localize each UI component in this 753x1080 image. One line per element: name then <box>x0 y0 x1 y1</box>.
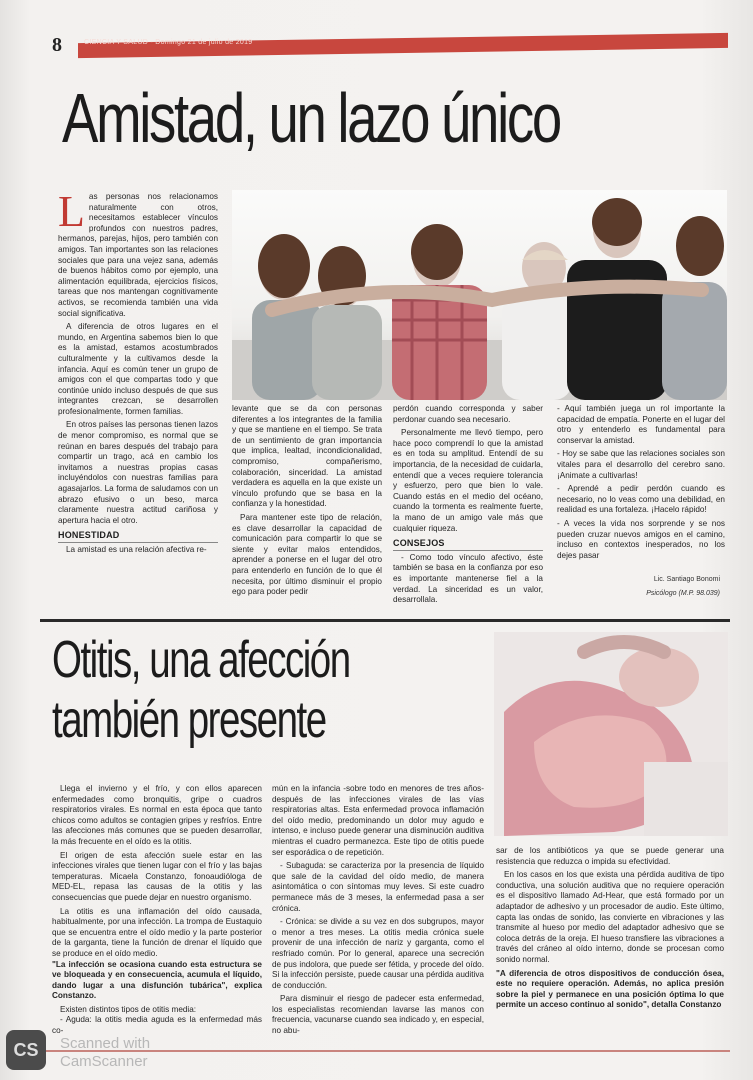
paragraph: sar de los antibióticos ya que se puede generar una resistencia que reduzca o impida su efectividad. <box>496 846 724 866</box>
article-title-amistad: Amistad, un lazo único <box>62 79 560 157</box>
amistad-column-2 <box>232 404 382 598</box>
paragraph: La otitis es una inflamación del oído causada, habitualmente, por una infección. La trompa de Eustaquio que se encuentra entre el oído medio y la parte posterior de la garganta, tiene la función de drenar el líquido que se produce en el oído medio. <box>52 906 262 958</box>
paragraph: - Aguda: la otitis media aguda es la enfermedad más co- <box>52 1015 262 1036</box>
article-title-otitis <box>52 630 350 750</box>
drop-cap: L <box>58 187 85 236</box>
paragraph: - Aprendé a pedir perdón cuando es necesario, no lo veas como una debilidad, en realidad es una fortaleza. ¡Hacelo rápido! <box>557 484 725 515</box>
otitis-column-2 <box>272 784 484 1037</box>
article-divider <box>40 619 730 622</box>
amistad-column-3 <box>393 404 543 606</box>
watermark-line-1: Scanned with <box>60 1035 151 1052</box>
author-role: Psicólogo (M.P. 98.039) <box>646 590 720 597</box>
paragraph: En otros países las personas tienen lazos de menor compromiso, es normal que se reúnan en bares después del trabajo para compartir un trago, acá en cambio los invitamos a nuestras propias casas incluyéndolos con nuestras familias para agasajarlos. La forma de saludamos con un abrazo efusivo o un beso, marca claramente nuestra actitud cariñosa y apertura hacia el otro. <box>58 420 218 525</box>
paragraph: - Subaguda: se caracteriza por la presencia de líquido que sale de la cavidad del oído medio, de manera asintomática o con síntomas muy leves. Si este cuadro permanece más de 3 meses, la enfermedad pasa a ser crónica. <box>272 861 484 913</box>
paragraph: - Crónica: se divide a su vez en dos subgrupos, mayor o menor a tres meses. La otitis media crónica suele provenir de una infección de nariz y garganta, como el resfriado común. Por lo general, aparece una secreción de pus indolora, que puede ser fétida, y procede del oído. Si la infección persiste, puede causar una pérdida auditiva de conducción. <box>272 917 484 990</box>
amistad-column-4 <box>557 404 725 561</box>
paragraph: - Hoy se sabe que las relaciones sociales son vitales para el desarrollo del cerebro sano. ¡Animate a cultivarlas! <box>557 449 725 480</box>
subheading-consejos: CONSEJOS <box>393 538 543 551</box>
subheading-honestidad: HONESTIDAD <box>58 530 218 543</box>
page-number: 8 <box>52 34 62 56</box>
title-line-1: Otitis, una afección <box>52 631 350 689</box>
watermark-line-2: CamScanner <box>60 1053 148 1070</box>
paragraph: as personas nos relacionamos naturalmente con otros, necesitamos establecer vínculos profundos con nuestros padres, hermanos, parejas, hijos, pero también con amigos. Tan importantes son las relaciones sociales que para una vejez sana, además de buenos hábitos como por ejemplo, una alimentación equilibrada, ejercicios físicos, tareas que nos mantengan cognitivamente activos, se recomienda también una vida social significativa. <box>58 192 218 318</box>
paragraph: - Aquí también juega un rol importante la capacidad de empatía. Ponerte en el lugar del otro y entenderlo es fundamental para conservar la amistad. <box>557 404 725 445</box>
paragraph: El origen de esta afección suele estar en las infecciones virales que tienen lugar con el frío y las bajas temperaturas. Micaela Constanzo, fonoaudióloga de MED-EL, repasa las causas de la otitis y las consecuencias que puede dejar en nuestro organismo. <box>52 850 262 902</box>
paragraph: En los casos en los que exista una pérdida auditiva de tipo conductiva, una solución auditiva que no requiere operación es el dispositivo llamado Ad-Hear, que está formado por un adaptador de adhesivo y un procesador de audio. Este último, capta las ondas de sonido, las convierte en vibraciones y las transmite al hueso por medio del adaptador adhesivo que se coloca detrás de la oreja. El hueso transfiere las vibraciones a través del cráneo al oído interno, donde se procesan como sonido normal. <box>496 870 724 964</box>
paragraph: A diferencia de otros lugares en el mundo, en Argentina sabemos bien lo que es la amistad, estamos acostumbrados culturalmente y la cultivamos desde la infancia. Aquí es común tener un grupo de amigos con el que compartas todo y que continúe unido incluso después de que sus integrantes crezcan, se desarrollen profesionalmente, formen familias. <box>58 322 218 416</box>
paragraph: - A veces la vida nos sorprende y se nos pueden cruzar nuevos amigos en el camino, incluso en contextos inesperados, no los dejes pasar <box>557 518 725 560</box>
quote: "A diferencia de otros dispositivos de conducción ósea, este no requiere operación. Además, no aplica presión sobre la piel y permanece en una posición óptima lo que permite un acceso continuo al sonido", detalla Constanzo <box>496 968 724 1010</box>
amistad-column-1 <box>58 187 218 556</box>
title-line-2: también presente <box>52 691 326 749</box>
paragraph: Llega el invierno y el frío, y con ellos aparecen enfermedades como bronquitis, gripe o cuadros respiratorios virales. Es normal en esta época que tanto chicos como adultos se contagien gripes y resfríos. Entre las afecciones más comunes que se pueden desarrollar, la más frecuente en el oído es la otitis. <box>52 784 262 846</box>
paragraph: levante que se da con personas diferentes a los integrantes de la familia y que se mantiene en el tiempo. Se trata de un sentimiento de gran importancia que implica, lealtad, incondicionalidad, compromiso, compañerismo, colaboración, sinceridad. La amistad verdadera es aquella en la que existe un vínculo profundo que se basa en la confianza y la honestidad. <box>232 404 382 509</box>
scanner-watermark <box>60 1035 150 1071</box>
paragraph: Para disminuir el riesgo de padecer esta enfermedad, los especialistas recomiendan lavarse las manos con frecuencia, vacunarse cuando sea indicado y, en especial, no abu- <box>272 994 484 1036</box>
paragraph: perdón cuando corresponda y saber perdonar cuando sea necesario. <box>393 404 543 424</box>
section-label: CIENCIA Y SALUD - Domingo 21 de julio de 2019 <box>84 39 253 46</box>
author-signature: Lic. Santiago Bonomi <box>653 576 720 583</box>
camscanner-logo-icon: CS <box>6 1030 46 1070</box>
friends-photo <box>232 190 727 400</box>
baby-hand-photo <box>494 632 728 836</box>
paragraph: mún en la infancia -sobre todo en menores de tres años- después de las infecciones virales de las vías respiratorias altas. Esta enfermedad provoca inflamación del oído medio, predominando un dolor muy agudo e intenso, e incluso puede generar una disminución auditiva mientras el cuadro permanezca. Este tipo de otitis puede ser esporádica o de repetición. <box>272 784 484 857</box>
paragraph: Para mantener este tipo de relación, es clave desarrollar la capacidad de comunicación para compartir lo que se siente y evitar malos entendidos, aprender a ponerse en el lugar del otro para entenderlo en función de lo que él necesita, por último disminuir el propio ego para poder pedir <box>232 512 382 597</box>
paragraph: Existen distintos tipos de otitis media: <box>60 1004 197 1014</box>
paragraph: - Como todo vínculo afectivo, éste también se basa en la confianza por eso es importante mantenerse fiel a la verdad. La sinceridad es un valor, desarrollala. <box>393 552 543 605</box>
otitis-column-1 <box>52 784 262 1037</box>
otitis-column-3 <box>496 846 724 1011</box>
paragraph: Personalmente me llevó tiempo, pero hace poco comprendí lo que la amistad es en toda su amplitud. Entendí de su importancia, de la necesidad de cuidarla, entendí que a veces requiere tolerancia y esfuerzo, pero que bien lo vale. Cuando estás en el medio del océano, cuando la tormenta es realmente fuerte, la mano de un amigo vale más que cualquier riqueza. <box>393 428 543 533</box>
quote: "La infección se ocasiona cuando esta estructura se ve bloqueada y en consecuencia, acumula el líquido, dando lugar a una disfunción tubárica", explica Constanzo. <box>52 959 262 1001</box>
paragraph: La amistad es una relación afectiva re- <box>66 545 207 554</box>
